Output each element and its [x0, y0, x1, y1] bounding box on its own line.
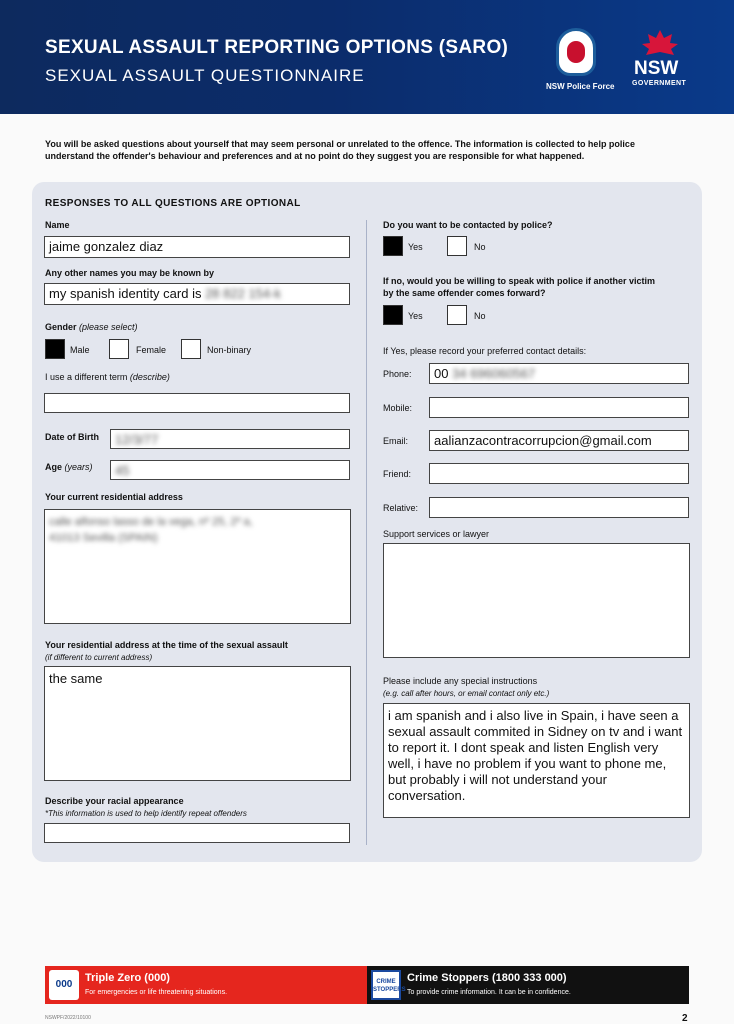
racial-label: Describe your racial appearance [45, 796, 184, 806]
name-label: Name [45, 220, 70, 230]
gender-male-label: Male [70, 345, 90, 355]
relative-field[interactable] [429, 497, 689, 518]
address-time-field[interactable] [44, 666, 351, 781]
support-label: Support services or lawyer [383, 529, 490, 539]
willing-no-label: No [474, 311, 486, 321]
support-field[interactable] [383, 543, 690, 658]
gender-male-checkbox[interactable] [45, 339, 65, 359]
intro-text: You will be asked questions about yourself that may seem personal or unrelated to the offence. The information is collected to help police understand the offender's behaviour and preferences and at no point do they suggest you are responsible for what happened. [45, 139, 635, 161]
triple-zero-sub: For emergencies or life threatening situations. [85, 989, 228, 996]
contact-no-label: No [474, 242, 486, 252]
government-label: GOVERNMENT [632, 80, 687, 87]
term-field[interactable] [44, 393, 350, 413]
form-title: SEXUAL ASSAULT REPORTING OPTIONS (SARO) [45, 37, 509, 58]
form-code: NSWPF/2022/10100 [45, 1015, 91, 1021]
gender-label-text: Gender [45, 322, 77, 332]
instructions-value: i am spanish and i also live in Spain, i have seen a sexual assault commited in Sidney on tv and i want to report it. I dont speak and listen English very well, i have no problem if you want to phone me, but probably i will not understand your conversation. [388, 708, 683, 803]
friend-field[interactable] [429, 463, 689, 484]
crime-stoppers-banner [367, 966, 689, 1004]
phone-value: 00 [434, 366, 449, 381]
police-label: NSW Police Force [546, 82, 615, 91]
willing-no-checkbox[interactable] [447, 305, 467, 325]
crime-stoppers-icon: CRIME STOPPERS [371, 970, 401, 1000]
contact-yes-checkbox[interactable] [383, 236, 403, 256]
gender-nonbinary-label: Non-binary [207, 345, 252, 355]
column-divider [366, 220, 367, 845]
willing-label-line1: If no, would you be willing to speak with police if another victim [383, 276, 656, 286]
phone-label: Phone: [383, 369, 412, 379]
age-redacted: 45 [115, 463, 130, 478]
email-label: Email: [383, 436, 409, 446]
other-names-redacted: 28 822 154-k [205, 286, 281, 301]
dob-label: Date of Birth [45, 432, 99, 442]
address-time-hint: (if different to current address) [45, 653, 153, 662]
optional-heading: RESPONSES TO ALL QUESTIONS ARE OPTIONAL [45, 198, 301, 209]
address-time-label: Your residential address at the time of the sexual assault [45, 640, 288, 650]
police-badge-icon [556, 28, 596, 76]
triple-zero-title: Triple Zero (000) [85, 972, 170, 984]
gender-nonbinary-checkbox[interactable] [181, 339, 201, 359]
name-value: jaime gonzalez diaz [49, 239, 164, 254]
preferred-contact-label: If Yes, please record your preferred contact details: [383, 346, 587, 356]
contact-yes-label: Yes [408, 242, 423, 252]
other-names-value: my spanish identity card is [49, 286, 202, 301]
term-label [45, 372, 170, 382]
relative-label: Relative: [383, 503, 419, 513]
address-field[interactable] [44, 509, 351, 624]
willing-yes-label: Yes [408, 311, 423, 321]
email-field[interactable] [429, 430, 689, 451]
phone-redacted: 34 696060567 [452, 366, 536, 381]
instructions-label: Please include any special instructions [383, 676, 538, 686]
gender-female-label: Female [136, 345, 167, 355]
mobile-label: Mobile: [383, 403, 413, 413]
gender-hint: (please select) [79, 322, 138, 332]
triple-zero-banner [45, 966, 367, 1004]
instructions-field[interactable] [383, 703, 690, 818]
form-subtitle: SEXUAL ASSAULT QUESTIONNAIRE [45, 66, 365, 85]
gender-female-checkbox[interactable] [109, 339, 129, 359]
age-label-text: Age [45, 462, 63, 472]
page-header [0, 0, 734, 114]
other-names-field[interactable] [44, 283, 350, 305]
mobile-field[interactable] [429, 397, 689, 418]
contact-no-checkbox[interactable] [447, 236, 467, 256]
emergency-phone-icon: 000 [49, 970, 79, 1000]
age-label [45, 462, 93, 472]
crime-stoppers-sub: To provide crime information. It can be in confidence. [407, 989, 571, 996]
contact-label: Do you want to be contacted by police? [383, 220, 553, 230]
willing-yes-checkbox[interactable] [383, 305, 403, 325]
crime-stoppers-title: Crime Stoppers (1800 333 000) [407, 972, 567, 984]
term-hint: (describe) [129, 372, 170, 382]
dob-redacted: 12/3/77 [115, 432, 159, 447]
page-number: 2 [682, 1013, 688, 1024]
nsw-logo-text: NSW [634, 58, 679, 79]
address-redacted-line1: calle alfonso lasso de la vega, nº 25, 2º a, [49, 516, 253, 528]
willing-label-line2: by the same offender comes forward? [383, 288, 546, 298]
phone-field[interactable] [429, 363, 689, 384]
friend-label: Friend: [383, 469, 412, 479]
instructions-hint: (e.g. call after hours, or email contact only etc.) [383, 689, 550, 698]
term-label-text: I use a different term [45, 372, 128, 382]
racial-hint: *This information is used to help identify repeat offenders [45, 809, 247, 818]
name-field[interactable] [44, 236, 350, 258]
address-label: Your current residential address [45, 492, 183, 502]
waratah-icon [640, 28, 680, 56]
email-value: aalianzacontracorrupcion@gmail.com [434, 433, 652, 448]
age-field[interactable] [110, 460, 350, 480]
gender-label [45, 322, 138, 332]
age-hint: (years) [64, 462, 93, 472]
other-names-label: Any other names you may be known by [45, 268, 215, 278]
address-redacted-line2: 41013 Sevilla (SPAIN) [49, 532, 158, 544]
dob-field[interactable] [110, 429, 350, 449]
address-time-value: the same [49, 671, 103, 686]
racial-field[interactable] [44, 823, 350, 843]
